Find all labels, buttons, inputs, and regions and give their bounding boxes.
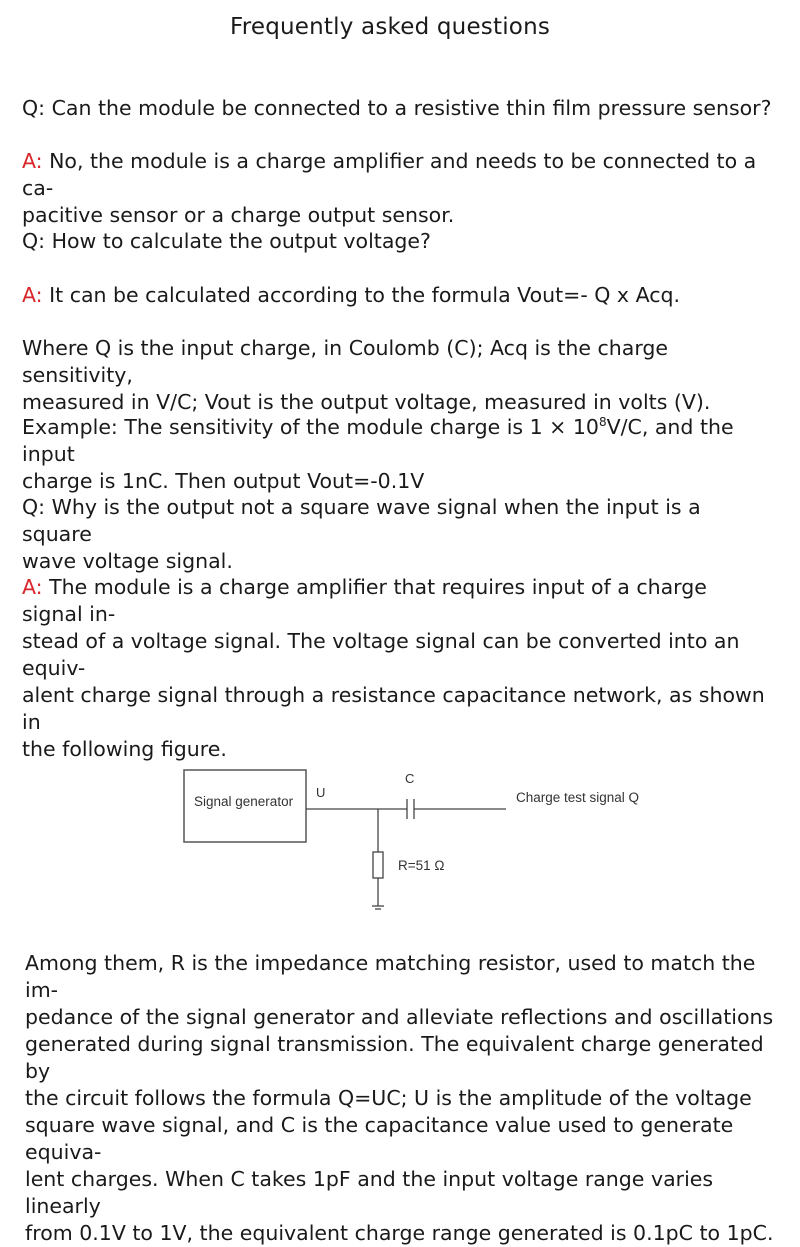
answer-prefix: A: — [22, 575, 43, 599]
answer-text-line: No, the module is a charge amplifier and needs to be connected to a ca- — [22, 149, 757, 200]
output-label: Charge test signal Q — [516, 790, 640, 805]
example-line: charge is 1nC. Then output Vout=-0.1V — [22, 469, 425, 493]
answer-prefix: A: — [22, 283, 43, 307]
answer-text-line: The module is a charge amplifier that requires input of a charge signal in- — [22, 575, 707, 626]
voltage-label: U — [316, 785, 326, 800]
paragraph-line: Among them, R is the impedance matching resistor, used to match the im- — [25, 951, 756, 1002]
answer-text-line: stead of a voltage signal. The voltage signal can be converted into an equiv- — [22, 629, 740, 680]
question-prefix: Q: — [22, 229, 46, 253]
question-1 — [22, 95, 772, 122]
paragraph-line: square wave signal, and C is the capacitance value used to generate equiva- — [25, 1113, 734, 1164]
paragraph-line: from 0.1V to 1V, the equivalent charge range generated is 0.1pC to 1pC. — [25, 1221, 774, 1245]
answer-text-line: the following figure. — [22, 737, 227, 761]
answer-1 — [22, 148, 772, 229]
paragraph-line: the circuit follows the formula Q=UC; U is the amplitude of the voltage — [25, 1086, 752, 1110]
question-text: Can the module be connected to a resistive thin film pressure sensor? — [45, 96, 772, 120]
answer-text-line: pacitive sensor or a charge output sensor. — [22, 203, 455, 227]
example-line: Example: The sensitivity of the module charge is 1 × 10 — [22, 415, 599, 439]
question-2 — [22, 228, 772, 255]
resistor — [373, 852, 383, 878]
exponent: 8 — [598, 415, 607, 430]
paragraph-line: generated during signal transmission. The equivalent charge generated by — [25, 1032, 764, 1083]
example-line-end: V/C, and the input — [22, 415, 734, 466]
signal-generator-label: Signal generator — [194, 794, 294, 809]
paragraph-line: lent charges. When C takes 1pF and the input voltage range varies linearly — [25, 1167, 714, 1218]
question-prefix: Q: — [22, 495, 46, 519]
answer-3 — [22, 574, 772, 763]
resistor-label: R=51 Ω — [398, 858, 445, 873]
explanation-line: measured in V/C; Vout is the output voltage, measured in volts (V). — [22, 390, 711, 414]
answer-text: It can be calculated according to the formula Vout=- Q x Acq. — [42, 283, 681, 307]
question-text: Why is the output not a square wave signal when the input is a square — [22, 495, 701, 546]
answer-prefix: A: — [22, 149, 43, 173]
circuit-svg — [176, 760, 676, 920]
answer-2 — [22, 282, 772, 309]
capacitor-label: C — [405, 771, 415, 786]
question-text: How to calculate the output voltage? — [45, 229, 431, 253]
question-3 — [22, 494, 772, 575]
paragraph-line: pedance of the signal generator and alleviate reflections and oscillations — [25, 1005, 774, 1029]
question-text: wave voltage signal. — [22, 549, 233, 573]
page-title: Frequently asked questions — [229, 14, 551, 40]
explanation-line: Where Q is the input charge, in Coulomb (C); Acq is the charge sensitivity, — [22, 336, 669, 387]
example — [22, 414, 772, 495]
explanation-paragraph — [25, 950, 775, 1247]
answer-text-line: alent charge signal through a resistance capacitance network, as shown in — [22, 683, 765, 734]
formula-explanation — [22, 335, 772, 416]
question-prefix: Q: — [22, 96, 46, 120]
circuit-diagram — [176, 760, 676, 920]
